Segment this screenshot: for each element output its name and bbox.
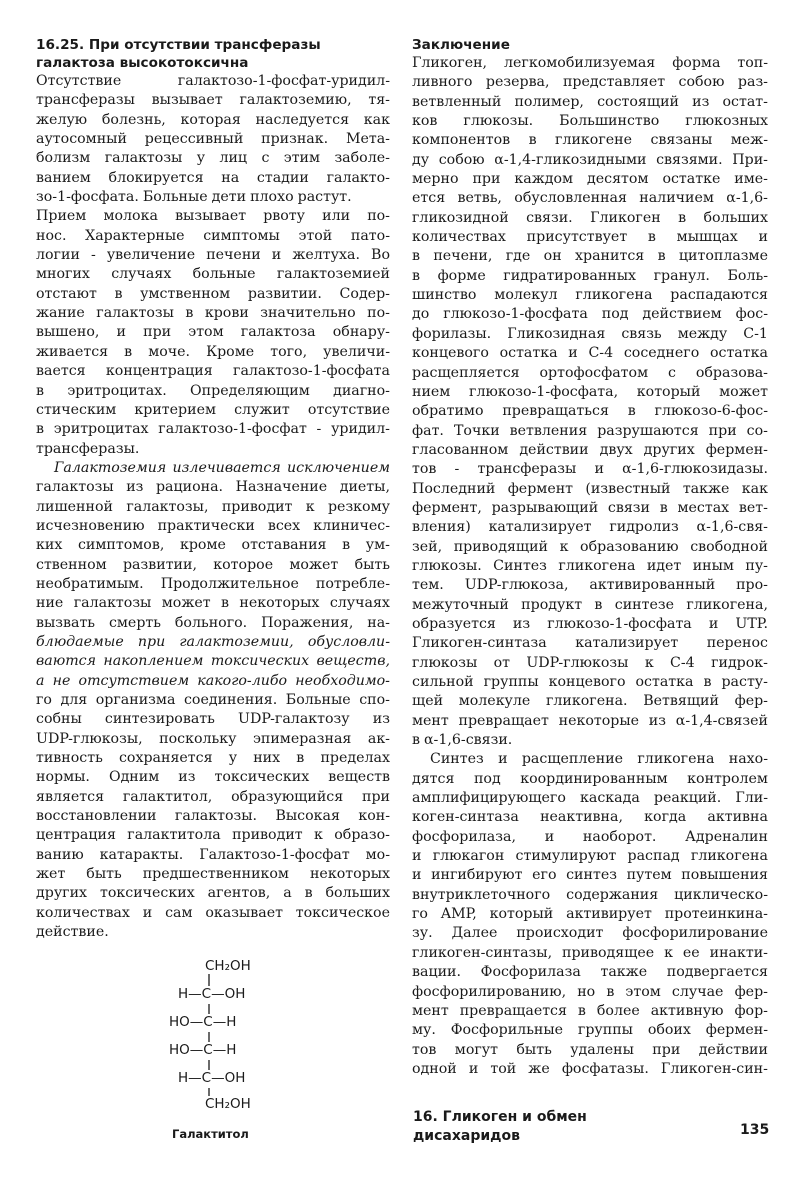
text-line: ветвленный полимер, состоящий из остат-	[412, 93, 768, 110]
text-line: Гликоген-синтаза катализирует перенос	[412, 635, 768, 652]
text-line: жет быть предшественником некоторых	[36, 866, 390, 883]
text-line: фосфорилированию, но в этом случае фер-	[412, 983, 768, 1000]
text-line: го AMP, который активирует протеинкина-	[412, 906, 768, 923]
text-line: UDP-глюкозы, поскольку эпимеразная ак-	[36, 730, 390, 747]
text-line: блюдаемые при галактоземии, обусловли-	[36, 633, 390, 650]
formula-row: CH₂OH	[205, 1096, 251, 1112]
text-line: шинство молекул гликогена распадаются	[412, 287, 768, 304]
text-line: ние галактозы может в некоторых случаях	[36, 595, 390, 612]
text-line: трансферазы.	[36, 440, 140, 457]
text-line: сильной группы концевого остатка в расту-	[412, 674, 768, 690]
text-line: количествах присутствует в мышцах и	[412, 229, 768, 246]
text-line: в печени, где он хранится в цитоплазме	[412, 248, 768, 265]
right-body-text	[412, 54, 768, 1079]
text-line: а не отсутствием какого-либо необходимо-	[36, 672, 390, 689]
text-line: форилазы. Гликозидная связь между С-1	[412, 325, 768, 342]
text-line: логии - увеличение печени и желтуха. Во	[36, 247, 390, 264]
text-line: вления) катализирует гидролиз α-1,6-свя-	[412, 519, 768, 536]
text-line: мент превращается в более активную фор-	[412, 1002, 768, 1019]
text-line: Синтез и расщепление гликогена нахо-	[430, 751, 768, 768]
text-line: тивность сохраняется у них в пределах	[36, 750, 390, 767]
text-line: фосфорилаза, и наоборот. Адреналин	[412, 828, 768, 845]
text-line: Галактоземия излечивается исключением	[54, 459, 390, 476]
text-line: исчезновению практически всех клиничес-	[36, 517, 390, 534]
text-line: нос. Характерные симптомы этой пато-	[36, 227, 390, 244]
text-line: обратимо превращаться в глюкозо-6-фос-	[412, 403, 768, 420]
text-line: мерно при каждом десятом остатке име-	[412, 171, 768, 188]
text-line: болизм галактозы у лиц с этим заболе-	[36, 150, 390, 167]
formula-row: H—C—OH	[178, 1070, 246, 1086]
text-line: является галактитол, образующийся при	[36, 788, 390, 805]
conclusion-heading: Заключение	[412, 37, 510, 53]
text-line: желую болезнь, которая наследуется как	[36, 111, 390, 128]
text-line: действие.	[36, 924, 109, 941]
section-heading-line: 16.25. При отсутствии трансферазы	[36, 37, 321, 53]
text-line: ванием блокируется на стадии галакто-	[36, 169, 390, 186]
chapter-footer	[413, 1108, 663, 1146]
text-line: ду собою α-1,4-гликозидными связями. При-	[412, 151, 768, 168]
text-line: дятся под координированным контролем	[412, 770, 768, 787]
text-line: необратимым. Продолжительное потребле-	[36, 575, 390, 592]
right-column	[412, 36, 768, 1079]
text-line: собны синтезировать UDP-галактозу из	[36, 711, 390, 728]
text-line: ственном развитии, которое может быть	[36, 556, 390, 573]
text-line: гликоген-синтазы, приводящее к ее инакти-	[412, 944, 768, 961]
text-line: ков глюкозы. Большинство глюкозных	[412, 113, 768, 130]
text-line: галактозы из рациона. Назначение диеты,	[36, 479, 390, 496]
text-line: фат. Точки ветвления разрушаются при со-	[412, 422, 768, 439]
text-line: отстают в умственном развитии. Содер-	[36, 285, 390, 302]
text-line: Отсутствие галактозо-1-фосфат-уридил-	[36, 73, 390, 89]
text-line: ких симптомов, кроме отставания в ум-	[36, 537, 390, 554]
text-line: в α-1,6-связи.	[412, 732, 513, 749]
formula-row: CH₂OH	[205, 958, 251, 974]
text-line: вызвать смерть больного. Поражения, на-	[36, 614, 390, 631]
galactitol-structure	[165, 958, 285, 1112]
text-line: вации. Фосфорилаза также подвергается	[412, 964, 768, 981]
text-line: количествах и сам оказывает токсическое	[36, 904, 390, 921]
text-line: зо-1-фосфата. Больные дети плохо растут.	[36, 189, 352, 206]
text-line: тов могут быть удалены при действии	[412, 1041, 768, 1058]
text-line: зу. Далее происходит фосфорилирование	[412, 925, 768, 942]
text-line: нормы. Одним из токсических веществ	[36, 769, 390, 786]
section-heading-line: галактоза высокотоксична	[36, 55, 249, 71]
text-line: стическим критерием служит отсутствие	[36, 401, 390, 418]
text-line: лишенной галактозы, приводит к резкому	[36, 498, 390, 515]
text-line: му. Фосфорильные группы обоих фермен-	[412, 1022, 768, 1039]
text-line: в форме гидратированных гранул. Боль-	[412, 267, 768, 284]
text-line: живается в моче. Кроме того, увеличи-	[36, 343, 390, 360]
text-line: Последний фермент (известный также как	[412, 480, 768, 497]
text-line: внутриклеточного содержания циклическо-	[412, 886, 768, 903]
text-line: образуется из глюкозо-1-фосфата и UTP.	[412, 615, 768, 632]
text-line: восстановлении галактозы. Высокая кон-	[36, 808, 390, 825]
figure-caption: Галактитол	[172, 1127, 249, 1141]
chapter-footer-line: 16. Гликоген и обмен	[413, 1109, 587, 1125]
text-line: ванию катаракты. Галактозо-1-фосфат мо-	[36, 846, 390, 863]
text-line: амплифицирующего каскада реакций. Гли-	[412, 790, 768, 807]
formula-row: H—C—OH	[178, 986, 246, 1002]
text-line: расщепляется ортофосфатом с образова-	[412, 364, 768, 381]
text-line: глюкозы от UDP-глюкозы к С-4 гидрок-	[412, 654, 768, 671]
text-line: тем. UDP-глюкоза, активированный про-	[412, 577, 768, 594]
text-line: аутосомный рецессивный признак. Мета-	[36, 131, 390, 148]
text-line: в эритроцитах галактозо-1-фосфат - уридил-	[36, 421, 390, 438]
text-line: в эритроцитах. Определяющим диагно-	[36, 382, 390, 399]
text-line: ваются накоплением токсических веществ,	[36, 653, 390, 670]
text-line: многих случаях больные галактоземией	[36, 266, 390, 283]
left-body-text	[36, 72, 390, 942]
text-line: го для организма соединения. Больные спо-	[36, 692, 390, 708]
text-line: гласованном действии двух других фермен-	[412, 441, 768, 458]
text-line: концевого остатка и С-4 соседнего остатка	[412, 345, 768, 362]
text-line: межуточный продукт в синтезе гликогена,	[412, 596, 768, 613]
text-line: ливного резерва, представляет собою раз-	[412, 74, 768, 91]
text-line: Гликоген, легкомобилизуемая форма топ-	[412, 55, 768, 71]
chapter-footer-line: дисахаридов	[413, 1128, 520, 1144]
text-line: жание галактозы в крови значительно по-	[36, 305, 390, 322]
text-line: тов - трансферазы и α-1,6-глюкозидазы.	[412, 461, 768, 478]
page-number: 135	[740, 1122, 770, 1138]
text-line: Прием молока вызывает рвоту или по-	[36, 208, 390, 225]
text-line: вышено, и при этом галактоза обнару-	[36, 324, 390, 341]
text-line: гликозидной связи. Гликоген в больших	[412, 209, 768, 226]
text-line: мент превращает некоторые из α-1,4-связей	[412, 712, 768, 729]
text-line: фермент, разрывающий связи в местах вет-	[412, 499, 768, 516]
text-line: нием глюкозо-1-фосфата, который может	[412, 383, 768, 400]
text-line: компонентов в гликогене связаны меж-	[412, 132, 768, 149]
formula-row: HO—C—H	[169, 1014, 237, 1030]
section-heading	[36, 36, 390, 72]
text-line: зей, приводящий к образованию свободной	[412, 538, 768, 555]
text-line: центрация галактитола приводит к образо-	[36, 827, 390, 844]
text-line: до глюкозо-1-фосфата под действием фос-	[412, 306, 768, 323]
text-line: трансферазы вызывает галактоземию, тя-	[36, 92, 390, 109]
text-line: щей молекуле гликогена. Ветвящий фер-	[412, 693, 768, 710]
text-line: других токсических агентов, а в больших	[36, 885, 390, 902]
text-line: одной и той же фосфатазы. Гликоген-син-	[412, 1060, 768, 1077]
left-column	[36, 36, 390, 942]
text-line: ется ветвь, обусловленная наличием α-1,6-	[412, 190, 768, 207]
text-line: и глюкагон стимулируют распад гликогена	[412, 848, 768, 865]
text-line: коген-синтаза неактивна, когда активна	[412, 809, 768, 826]
formula-row: HO—C—H	[169, 1042, 237, 1058]
text-line: и ингибируют его синтез путем повышения	[412, 867, 768, 884]
text-line: вается концентрация галактозо-1-фосфата	[36, 363, 390, 380]
text-line: глюкозы. Синтез гликогена идет иным пу-	[412, 557, 768, 574]
